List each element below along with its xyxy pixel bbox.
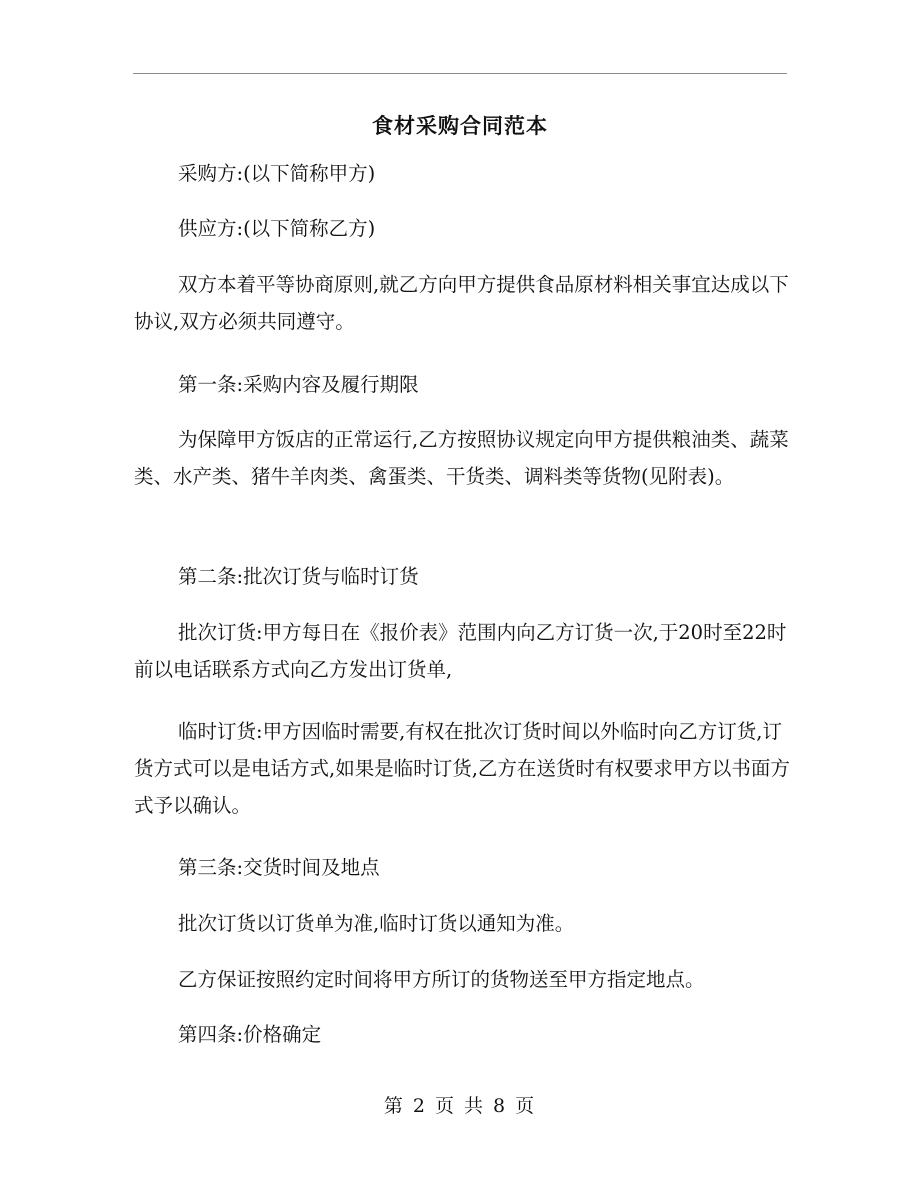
header-rule [133,73,787,74]
article-1-heading: 第一条:采购内容及履行期限 [178,373,419,396]
paragraph-supplier: 供应方:(以下简称乙方) [178,217,376,240]
article-3-body-2: 乙方保证按照约定时间将甲方所订的货物送至甲方指定地点。 [178,968,705,991]
article-4-heading: 第四条:价格确定 [178,1023,322,1046]
article-3-body-1: 批次订货以订货单为准,临时订货以通知为准。 [178,912,575,935]
document-title: 食材采购合同范本 [372,113,548,138]
article-2-batch-order: 批次订货:甲方每日在《报价表》范围内向乙方订货一次,于20时至22时前以电话联系方式向乙方发出订货单, [134,621,787,681]
article-3-heading: 第三条:交货时间及地点 [178,856,380,879]
article-1-body: 为保障甲方饭店的正常运行,乙方按照协议规定向甲方提供粮油类、蔬菜类、水产类、猪牛羊肉类、禽蛋类、干货类、调料类等货物(见附表)。 [134,428,789,488]
article-2-heading: 第二条:批次订货与临时订货 [178,565,419,588]
page-number-footer: 第 2 页 共 8 页 [383,1095,537,1117]
paragraph-buyer: 采购方:(以下简称甲方) [178,162,376,185]
article-2-temp-order: 临时订货:甲方因临时需要,有权在批次订货时间以外临时向乙方订货,订货方式可以是电话方式,如果是临时订货,乙方在送货时有权要求甲方以书面方式予以确认。 [134,720,790,817]
paragraph-intro: 双方本着平等协商原则,就乙方向甲方提供食品原材料相关事宜达成以下协议,双方必须共同遵守。 [134,273,789,333]
